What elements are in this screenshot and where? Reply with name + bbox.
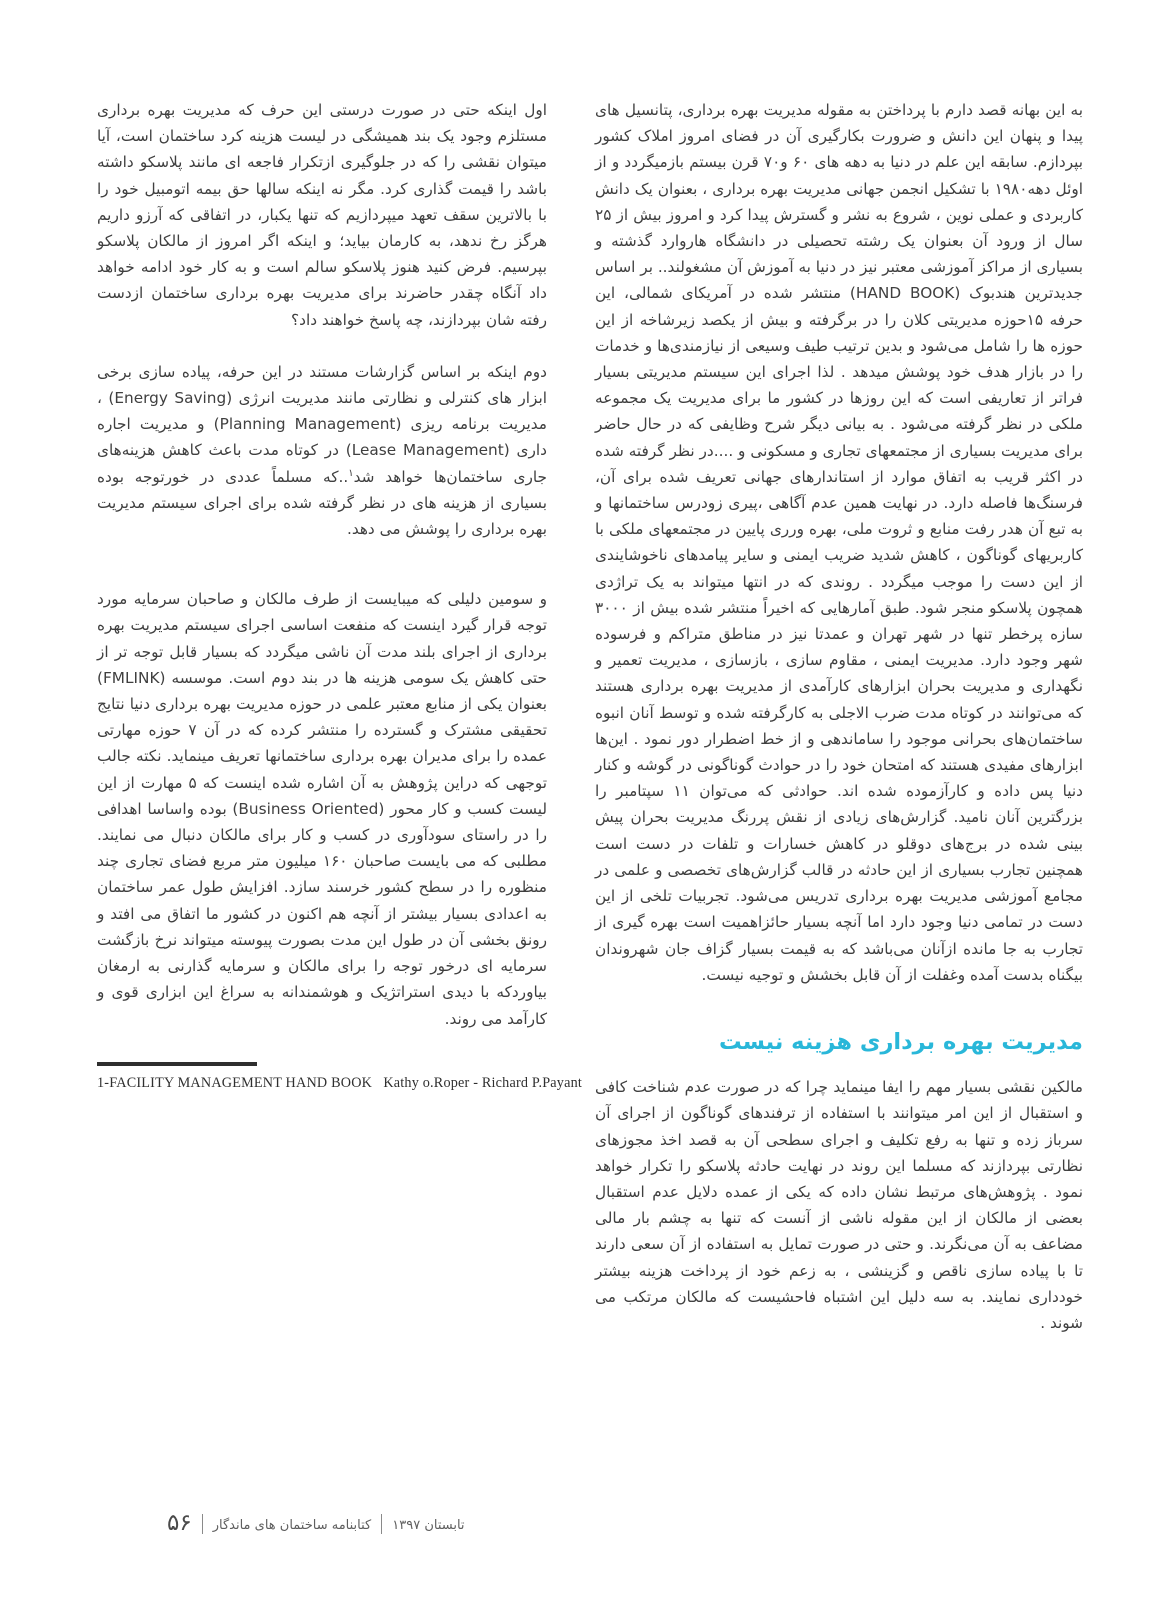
paragraph-intro: به این بهانه قصد دارم با پرداختن به مقوله مدیریت بهره برداری، پتانسیل های پیدا و پنهان این دانش و ضرورت بکارگیری آن در فضای امروز املاک کشور بپردازم. سابقه این علم در دنیا به دهه های ۶۰ و۷۰ قرن بیستم بازمیگردد و از اوئل دهه۱۹۸۰ با تشکیل انجمن جهانی مدیریت بهره برداری ، بعنوان یک دانش کاربردی و عملی نوین ، شروع به نشر و گسترش پیدا کرد و امروز بیش از ۲۵ سال از ورود آن بعنوان یک رشته تحصیلی در دانشگاه هاروارد گذشته و بسیاری از مراکز آموزشی معتبر نیز در دنیا به آموزش آن مشغولند.. بر اساس جدیدترین هندبوک (HAND BOOK) منتشر شده در آمریکای شمالی، این حرفه ۱۵حوزه مدیریتی کلان را در برگرفته و بیش از یکصد زیرشاخه از این حوزه ها را شامل می‌شود و بدین ترتیب طیف وسیعی از نیازمندی‌ها و خدمات را در بازار هدف خود پوشش میدهد . لذا اجرای این سیستم مدیریتی بسیار فراتر از تعاریفی است که این روزها در کشور ما برای مدیریت یک مجموعه ملکی در نظر گرفته می‌شود . به بیانی دیگر شرح وظایفی که در حال حاضر برای مدیریت بسیاری از مجتمعهای تجاری و مسکونی و ....در نظر گرفته شده در اکثر قریب به اتفاق موارد از استاندارهای جهانی تعریف شده برای آن، فرسنگ‌ها فاصله دارد. در نهایت همین عدم آگاهی ،پیری زودرس ساختمانها و به تبع آن هدر رفت منابع و ثروت ملی، بهره ورری پایین در مجتمعهای ملکی با کاربریهای گوناگون ، کاهش شدید ضریب ایمنی و سایر پیامدهای ناخوشایندی از این دست را موجب میگردد . روندی که در انتها میتواند به یک تراژدی همچون پلاسکو منجر شود. طبق آمارهایی که اخیراً منتشر شده بیش از ۳۰۰۰ سازه پرخطر تنها در شهر تهران و عمدتا نیز در مناطق متراکم و فرسوده شهر وجود دارد. مدیریت ایمنی ، مقاوم سازی ، بازسازی ، مدیریت تعمیر و نگهداری و مدیریت بحران ابزارهای کارآمدی از مدیریت بهره برداری هستند که می‌توانند در کوتاه مدت ضرب الاجلی به کارگرفته شده و توسط آنان انبوه ساختمان‌های بحرانی موجود را ساماندهی و از خط اضطرار دور نمود . این‌ها ابزارهای مفیدی هستند که امتحان خود را در حوادث گوناگونی در گوشه و کنار دنیا پس داده و کارآزموده شده اند. حوادثی که می‌توان ۱۱ سپتامبر را بزرگترین آنان نامید. گزارش‌های زیادی از نقش پررنگ مدیریت بحران پیش بینی شده در برج‌های دوقلو در کاهش خسارات و تلفات در دست است همچنین تجارب بسیاری از این حادثه در قالب گزارش‌های تخصصی و علمی در مجامع آموزشی مدیریت بهره برداری تدریس می‌شود. تجربیات تلخی از این دست در تمامی دنیا وجود دارد اما آنچه بسیار حائزاهمیت است بهره گیری از تجارب به جا مانده ازآنان می‌باشد که به قیمت بسیار گزاف جان شهروندان بیگناه بدست آمده وغفلت از آن قابل بخشش و توجیه نیست. [595, 101, 1084, 984]
paragraph-second-reason-continuation: ..که مسلماً عددی در خورتوجه بوده بسیاری از هزینه های در نظر گرفته شده برای اجرای سیستم مدیریت بهره برداری را پوشش می دهد. [97, 467, 547, 539]
page-footer [167, 1512, 465, 1535]
footer-magazine-title: کتابنامه ساختمان های ماندگار [212, 1517, 372, 1533]
footer-separator [381, 1514, 382, 1534]
paragraph-third-reason: و سومین دلیلی که میبایست از طرف مالکان و صاحبان سرمایه مورد توجه قرار گیرد اینست که منفعت اساسی اجرای سیستم مدیریت بهره برداری از اجرای بلند مدت آن ناشی میگردد که بسیار قابل توجه تر از حتی کاهش یک سومی هزینه ها در بند دوم است. موسسه (FMLINK) بعنوان یکی از منابع معتبر علمی در حوزه مدیریت بهره برداری دنیا نتایج تحقیقی مشترک و گسترده را منتشر کرده که در آن ۷ حوزه مهارتی عمده را برای مدیران بهره برداری ساختمانها تعریف مینماید. نکته جالب توجهی که دراین پژوهش به آن اشاره شده اینست که ۵ مهارت از این لیست کسب و کار محور (Business Oriented) بوده واساسا اهدافی را در راستای سودآوری در کسب و کار برای مالکان دنبال می نمایند. مطلبی که می بایست صاحبان ۱۶۰ میلیون متر مربع فضای تجاری چند منظوره را در سطح کشور خرسند سازد. افزایش طول عمر ساختمان به اعدادی بسیار بیشتر از آنچه هم اکنون در کشور ما اتفاق می افتد و رونق بخشی آن در طول این مدت بصورت پیوسته میتواند نرخ بازگشت سرمایه ای درخور توجه را برای مالکان و سرمایه گذارنی به ارمغان بیاوردکه با دیدی استراتژیک و هوشمندانه به سراغ این ابزاری قوی و کارآمد می روند. [97, 590, 548, 1028]
footnote [97, 1062, 583, 1092]
footer-page-number: ۵۶ [167, 1510, 192, 1536]
paragraph-second-reason-text: دوم اینکه بر اساس گزارشات مستند در این حرفه، پیاده سازی برخی ابزار های کنترلی و نظارتی مانند مدیریت انرژی (Energy Saving) ، مدیریت برنامه ریزی (Planning Management) و مدیریت اجاره داری (Lease Management) در کوتاه مدت باعث کاهش هزینه‌های جاری ساختمان‌ها خواهد شد [97, 362, 547, 486]
article-columns [95, 97, 1083, 1336]
footnote-rule [97, 1062, 257, 1066]
footnote-reference-marker: ۱ [348, 467, 354, 479]
right-column [595, 97, 1083, 1336]
paragraph-owners-role: مالکین نقشی بسیار مهم را ایفا مینماید چرا که در صورت عدم شناخت کافی و استقبال از این امر میتوانند با استفاده از ترفندهای گوناگون از اجرای آن سرباز زده و تنها به رفع تکلیف و اجرای سطحی آن به قصد اخذ مجوزهای نظارتی بپردازند که مسلما این روند در نهایت حادثه پلاسکو را تکرار خواهد نمود . پژوهش‌های مرتبط نشان داده که یکی از عمده دلایل عدم استقبال بعضی از مالکان از این مقوله ناشی از آنست که تنها به چشم بار مالی مضاعف به آن می‌نگرند. و حتی در صورت تمایل به استفاده از آن سعی دارند تا با پیاده سازی ناقص و گزینشی ، به زعم خود از پرداخت هزینه بیشتر خودداری نمایند. به سه دلیل این اشتباه فاحشیست که مالکان مرتکب می شوند . [595, 1078, 1083, 1332]
section-heading: مدیریت بهره برداری هزینه نیست [718, 1028, 1083, 1055]
left-column [97, 97, 583, 1336]
paragraph-second-reason [97, 359, 547, 542]
footnote-text: 1-FACILITY MANAGEMENT HAND BOOK Kathy o.Roper - Richard P.Payant [97, 1074, 583, 1091]
footer-season: تابستان ۱۳۹۷ [392, 1517, 465, 1533]
paragraph-first-reason: اول اینکه حتی در صورت درستی این حرف که مدیریت بهره برداری مستلزم وجود یک بند همیشگی در لیست هزینه کرد ساختمان است، آیا میتوان نقشی را که در جلوگیری ازتکرار فاجعه ای مانند پلاسکو داشته باشد را قیمت گذاری کرد. مگر نه اینکه سالها حق بیمه اتومبیل خود را با بالاترین سقف تعهد میپردازیم که تنها یکبار، در اتفاقی که آرزو داریم هرگز رخ ندهد، به کارمان بیاید؛ و اینکه اگر امروز از مالکان پلاسکو بپرسیم. فرض کنید هنوز پلاسکو سالم است و به کار خود ادامه خواهد داد آنگاه چقدر حاضرند برای مدیریت بهره برداری ساختمان ازدست رفته شان بپردازند، چه پاسخ خواهند داد؟ [97, 101, 547, 329]
footer-separator [202, 1514, 203, 1534]
